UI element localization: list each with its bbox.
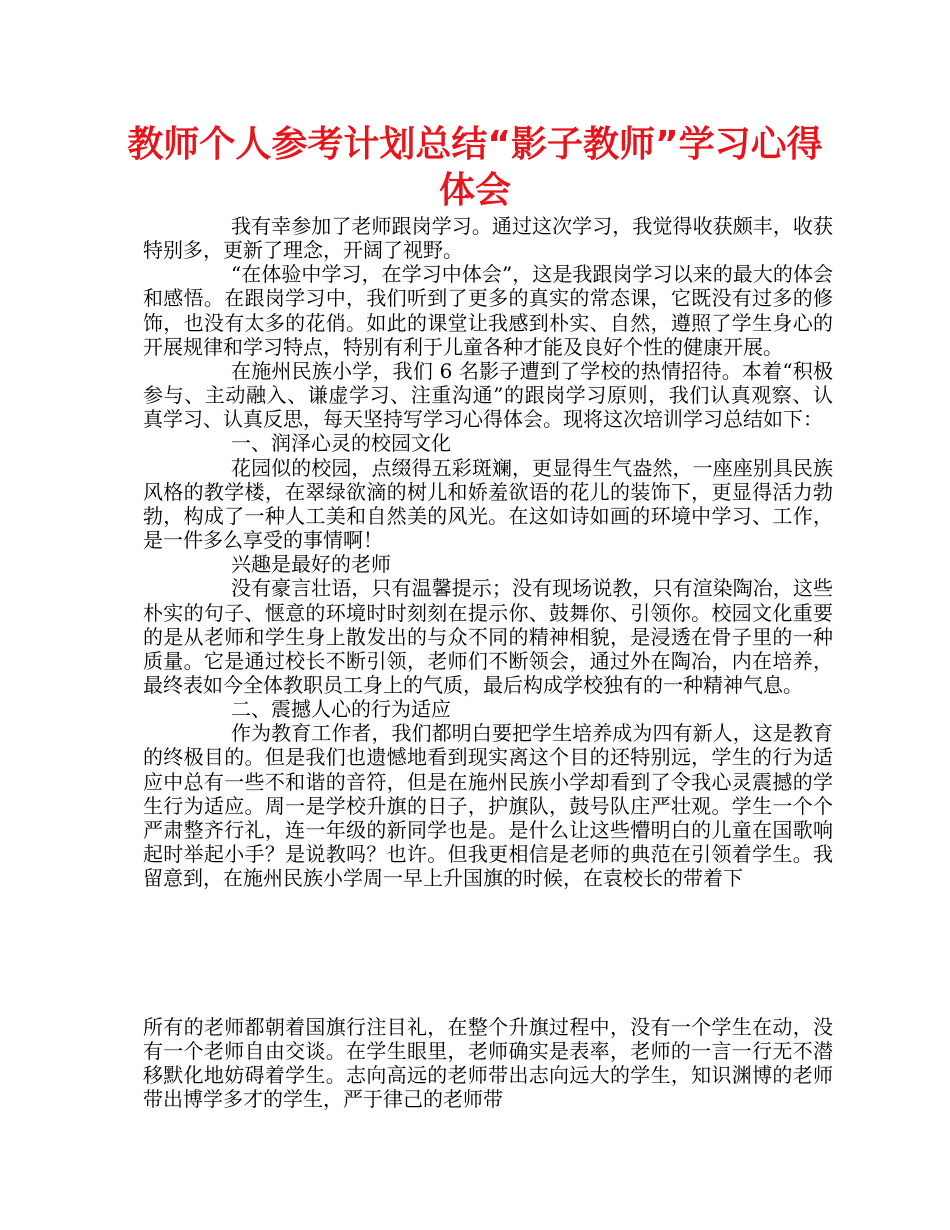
document-body xyxy=(143,214,833,890)
paragraph-experience: “在体验中学习，在学习中体会”，这是我跟岗学习以来的最大的体会和感悟。在跟岗学习中，我们听到了更多的真实的常态课，它既没有过多的修饰，也没有太多的花俏。如此的课堂让我感到朴实、自然，遵照了学生身心的开展规律和学习特点，特别有利于儿童各种才能及良好个性的健康开展。 xyxy=(143,262,833,359)
section-heading-behavior: 二、震撼人心的行为适应 xyxy=(231,697,451,722)
paragraph-school-welcome: 在施州民族小学，我们 6 名影子遭到了学校的热情招待。本着“积极参与、主动融入、谦虚学习、注重沟通”的跟岗学习原则，我们认真观察、认真学习、认真反思，每天坚持写学习心得体会。现将这次培训学习总结如下： xyxy=(143,358,833,432)
document-body-continued xyxy=(143,1015,833,1112)
paragraph-intro: 我有幸参加了老师跟岗学习。通过这次学习，我觉得收获颇丰，收获特别多，更新了理念，开阔了视野。 xyxy=(143,214,833,263)
paragraph-culture: 没有豪言壮语，只有温馨提示；没有现场说教，只有渲染陶冶，这些朴实的句子、惬意的环境时时刻刻在提示你、鼓舞你、引领你。校园文化重要的是从老师和学生身上散发出的与众不同的精神相貌，是浸透在骨子里的一种质量。它是通过校长不断引领，老师们不断领会，通过外在陶冶，内在培养，最终表如今全体教职员工身上的气质，最后构成学校独有的一种精神气息。 xyxy=(143,576,833,697)
section-heading-campus-culture: 一、润泽心灵的校园文化 xyxy=(231,431,451,456)
document-title: 教师个人参考计划总结“影子教师”学习心得体会 xyxy=(127,124,823,211)
subheading-interest: 兴趣是最好的老师 xyxy=(231,552,391,577)
paragraph-campus: 花园似的校园，点缀得五彩斑斓，更显得生气盎然，一座座别具民族风格的教学楼，在翠绿欲滴的树儿和娇羞欲语的花儿的装饰下，更显得活力勃勃，构成了一种人工美和自然美的风光。在这如诗如画的环境中学习、工作，是一件多么享受的事情啊！ xyxy=(143,455,833,553)
paragraph-behavior: 作为教育工作者，我们都明白要把学生培养成为四有新人，这是教育的终极目的。但是我们也遗憾地看到现实离这个目的还特别远，学生的行为适应中总有一些不和谐的音符，但是在施州民族小学却看到了令我心灵震撼的学生行为适应。周一是学校升旗的日子，护旗队，鼓号队庄严壮观。学生一个个严肃整齐行礼，连一年级的新同学也是。是什么让这些懵明白的儿童在国歌响起时举起小手？是说教吗？也许。但我更相信是老师的典范在引领着学生。我留意到，在施州民族小学周一早上升国旗的时候，在袁校长的带着下 xyxy=(143,721,833,891)
paragraph-continuation: 所有的老师都朝着国旗行注目礼，在整个升旗过程中，没有一个学生在动，没有一个老师自由交谈。在学生眼里，老师确实是表率，老师的一言一行无不潜移默化地妨碍着学生。志向高远的老师带出志向远大的学生，知识渊博的老师带出博学多才的学生，严于律己的老师带 xyxy=(143,1015,833,1112)
